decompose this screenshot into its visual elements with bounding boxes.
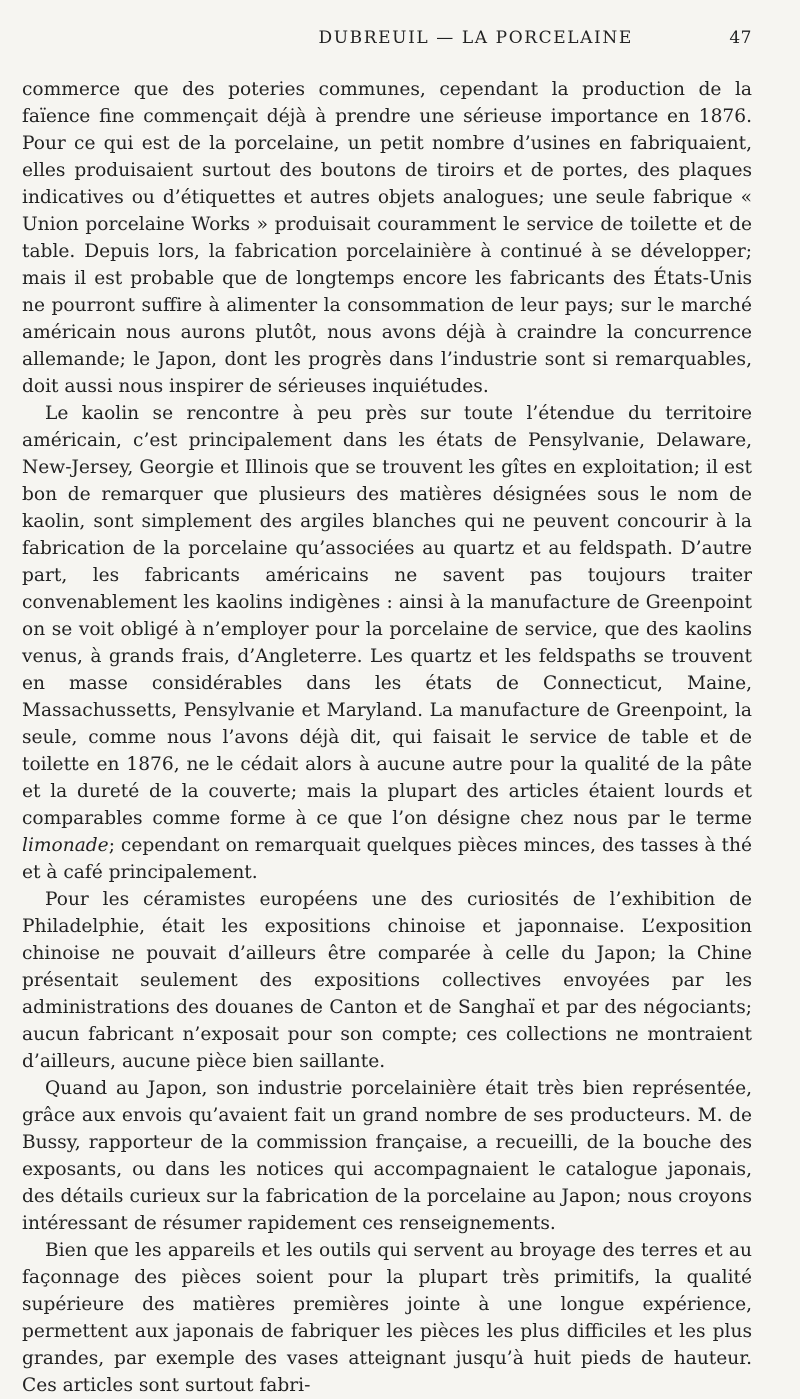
page-number: 47 [729, 28, 752, 48]
paragraph-2 [22, 400, 752, 886]
paragraph-5: Bien que les appareils et les outils qui servent au broyage des terres et au façonnage des pièces soient pour la plupart très primitifs, la qualité supérieure des matières premières jointe à une longue expérience, permettent aux japonais de fabriquer les pièces les plus difficiles et les plus grandes, par exemple des vases atteignant jusqu’à huit pieds de hauteur. Ces articles sont surtout fabri- [22, 1240, 752, 1396]
paragraph-4: Quand au Japon, son industrie porcelainière était très bien représentée, grâce aux envois qu’avaient fait un grand nombre de ses producteurs. M. de Bussy, rapporteur de la commission française, a recueilli, de la bouche des exposants, ou dans les notices qui accompagnaient le catalogue japonais, des détails curieux sur la fabrication de la porcelaine au Japon; nous croyons intéressant de résumer rapidement ces renseignements. [22, 1078, 752, 1234]
paragraph-2-text: Le kaolin se rencontre à peu près sur toute l’étendue du territoire américain, c’est principalement dans les états de Pensylvanie, Delaware, New-Jersey, Georgie et Illinois que se trouvent les gîtes en exploitation; il est bon de remarquer que plusieurs des matières désignées sous le nom de kaolin, sont simplement des argiles blanches qui ne peuvent concourir à la fabrication de la porcelaine qu’associées au quartz et au feldspath. D’autre part, les fabricants américains ne savent pas toujours traiter convenablement les kaolins indigènes : ainsi à la manufacture de Greenpoint on se voit obligé à n’employer pour la porcelaine de service, que des kaolins venus, à grands frais, d’Angleterre. Les quartz et les feldspaths se trouvent en masse considérables dans les états de Connecticut, Maine, Massachussetts, Pensylvanie et Maryland. La manufacture de Greenpoint, la seule, comme nous l’avons déjà dit, qui faisait le service de table et de toilette en 1876, ne le cédait alors à aucune autre pour la qualité de la pâte et la dureté de la couverte; mais la plupart des articles étaient lourds et comparables comme forme à ce que l’on désigne chez nous par le terme [22, 403, 752, 829]
running-head [22, 28, 752, 62]
body-text [22, 76, 752, 1399]
italic-term: limonade [22, 835, 109, 856]
paragraph-1: commerce que des poteries communes, cependant la production de la faïence fine commençait déjà à prendre une sérieuse importance en 1876. Pour ce qui est de la porcelaine, un petit nombre d’usines en fabriquaient, elles produisaient surtout des boutons de tiroirs et de portes, des plaques indicatives ou d’étiquettes et autres objets analogues; une seule fabrique « Union porcelaine Works » produisait couramment le service de toilette et de table. Depuis lors, la fabrication porcelainière à continué à se développer; mais il est probable que de longtemps encore les fabricants des États-Unis ne pourront suffire à alimenter la consommation de leur pays; sur le marché américain nous aurons plutôt, nous avons déjà à craindre la concurrence allemande; le Japon, dont les progrès dans l’industrie sont si remarquables, doit aussi nous inspirer de sérieuses inquiétudes. [22, 79, 752, 397]
paragraph-2-end: ; cependant on remarquait quelques pièces minces, des tasses à thé et à café principalement. [22, 835, 752, 883]
running-title: DUBREUIL — LA PORCELAINE [318, 28, 633, 48]
paragraph-3: Pour les céramistes européens une des curiosités de l’exhibition de Philadelphie, était les expositions chinoise et japonnaise. L’exposition chinoise ne pouvait d’ailleurs être comparée à celle du Japon; la Chine présentait seulement des expositions collectives envoyées par les administrations des douanes de Canton et de Sanghaï et par des négociants; aucun fabricant n’exposait pour son compte; ces collections ne montraient d’ailleurs, aucune pièce bien saillante. [22, 889, 752, 1072]
